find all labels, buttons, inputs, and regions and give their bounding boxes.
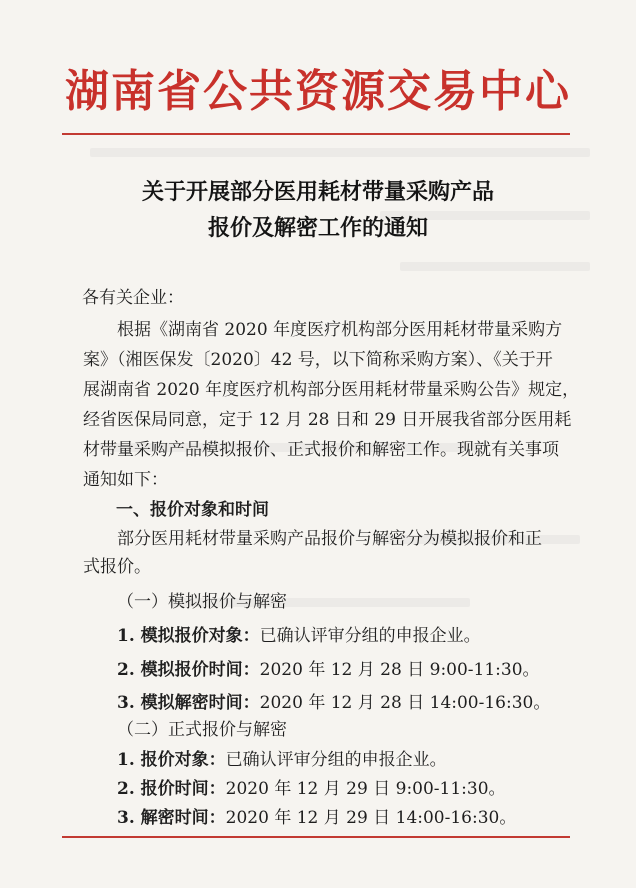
list-item xyxy=(117,656,563,685)
list-item-value: 已确认评审分组的申报企业。 xyxy=(225,750,447,770)
list-item xyxy=(117,689,563,718)
list-item-value: 2020 年 12 月 29 日 9:00-11:30。 xyxy=(225,779,506,799)
bleed-through-line xyxy=(400,262,590,271)
list-item-value: 2020 年 12 月 29 日 14:00-16:30。 xyxy=(225,808,517,828)
section-body-line: 部分医用耗材带量采购产品报价与解密分为模拟报价和正 xyxy=(117,529,542,549)
list-item xyxy=(117,804,563,833)
section-body-line: 式报价。 xyxy=(83,557,151,577)
list-item-value: 2020 年 12 月 28 日 9:00-11:30。 xyxy=(259,660,540,680)
letterhead-title: 湖南省公共资源交易中心 xyxy=(65,66,571,117)
subsection-heading: （二）正式报价与解密 xyxy=(117,720,287,740)
list-item-label: 1. 模拟报价对象： xyxy=(117,626,260,646)
section-heading: 一、报价对象和时间 xyxy=(116,500,269,520)
list-item-label: 3. 模拟解密时间： xyxy=(117,693,260,713)
intro-line: 案》（湘医保发〔2020〕42 号，以下简称采购方案）、《关于开 xyxy=(83,350,553,370)
list-item-label: 3. 解密时间： xyxy=(117,808,226,828)
list-item-value: 已确认评审分组的申报企业。 xyxy=(259,626,481,646)
intro-line: 根据《湖南省 2020 年度医疗机构部分医用耗材带量采购方 xyxy=(117,320,563,340)
list-item-label: 2. 模拟报价时间： xyxy=(117,660,260,680)
salutation: 各有关企业： xyxy=(82,288,184,308)
list-item xyxy=(117,622,563,651)
intro-line: 通知如下： xyxy=(83,470,168,490)
intro-line: 经省医保局同意，定于 12 月 28 日和 29 日开展我省部分医用耗 xyxy=(83,410,572,430)
list-item xyxy=(117,746,563,775)
document-title-line1: 关于开展部分医用耗材带量采购产品 xyxy=(141,179,494,205)
list-item-value: 2020 年 12 月 28 日 14:00-16:30。 xyxy=(259,693,551,713)
bleed-through-line xyxy=(90,148,590,157)
list-item xyxy=(117,775,563,804)
intro-line: 材带量采购产品模拟报价、正式报价和解密工作。现就有关事项 xyxy=(83,440,559,460)
intro-line: 展湖南省 2020 年度医疗机构部分医用耗材带量采购公告》规定， xyxy=(83,380,580,400)
subsection-heading: （一）模拟报价与解密 xyxy=(117,592,287,612)
footer-rule xyxy=(62,836,570,838)
document-title-line2: 报价及解密工作的通知 xyxy=(207,215,428,241)
list-item-label: 1. 报价对象： xyxy=(117,750,226,770)
letterhead-rule xyxy=(62,133,570,135)
list-item-label: 2. 报价时间： xyxy=(117,779,226,799)
